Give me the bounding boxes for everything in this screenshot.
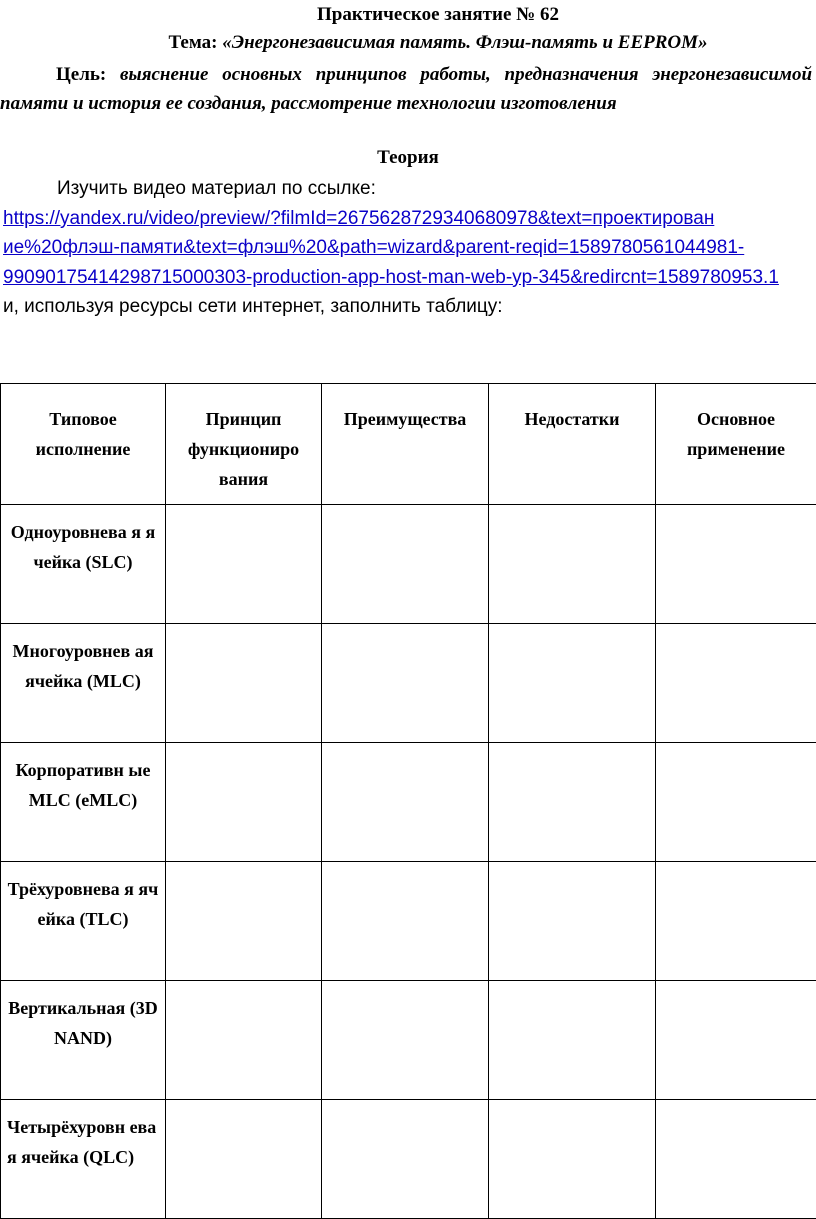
video-link[interactable]: https://yandex.ru/video/preview/?filmId=267562872934068097​8&text=проектирован​ие%20флэш-памяти&text=флэш%20&path=wizard&parent-​reqid=1589780561044981-990901754142987150003​03-production-app-host-man-​web-yp-345&redircnt=1589780953.1 (3, 208, 779, 288)
cell-disadvantages[interactable] (489, 743, 656, 862)
header-type: Типовое исполнение (1, 384, 166, 505)
header-disadvantages: Недостатки (489, 384, 656, 505)
table-row (1, 981, 816, 1100)
cell-principle[interactable] (166, 981, 322, 1100)
cell-advantages[interactable] (322, 624, 489, 743)
cell-principle[interactable] (166, 505, 322, 624)
row-label-emlc: Корпоративн ые MLC (eMLC) (1, 743, 166, 862)
cell-advantages[interactable] (322, 862, 489, 981)
cell-advantages[interactable] (322, 743, 489, 862)
cell-application[interactable] (656, 981, 816, 1100)
row-label-slc: Одноуровнева я ячейка (SLC) (1, 505, 166, 624)
cell-application[interactable] (656, 505, 816, 624)
cell-principle[interactable] (166, 862, 322, 981)
cell-application[interactable] (656, 624, 816, 743)
cell-disadvantages[interactable] (489, 505, 656, 624)
table-header-row (1, 384, 816, 505)
cell-disadvantages[interactable] (489, 981, 656, 1100)
topic-line (0, 30, 816, 56)
cell-disadvantages[interactable] (489, 1100, 656, 1219)
cell-advantages[interactable] (322, 1100, 489, 1219)
row-label-mlc: Многоуровнев ая ячейка (MLC) (1, 624, 166, 743)
cell-application[interactable] (656, 743, 816, 862)
row-label-3d-nand: Вертикальная (3D NAND) (1, 981, 166, 1100)
header-advantages: Преимущества (322, 384, 489, 505)
after-link-text: и, используя ресурсы сети интернет, заполнить таблицу: (3, 296, 503, 317)
cell-disadvantages[interactable] (489, 862, 656, 981)
link-paragraph (3, 204, 793, 321)
table-row (1, 743, 816, 862)
theory-heading: Теория (0, 145, 816, 171)
cell-application[interactable] (656, 862, 816, 981)
header-principle: Принцип функциониро вания (166, 384, 322, 505)
table-row (1, 1100, 816, 1219)
cell-disadvantages[interactable] (489, 624, 656, 743)
cell-advantages[interactable] (322, 505, 489, 624)
goal-text: выяснение основных принципов работы, предназначения энергонезависимой памяти и история ее создания, рассмотрение технологии изготовления (0, 64, 812, 114)
topic-label: Тема: (168, 32, 217, 53)
row-label-tlc: Трёхуровнева я ячейка (TLC) (1, 862, 166, 981)
cell-principle[interactable] (166, 624, 322, 743)
table-row (1, 862, 816, 981)
table-row (1, 624, 816, 743)
cell-principle[interactable] (166, 1100, 322, 1219)
cell-principle[interactable] (166, 743, 322, 862)
goal-paragraph (0, 60, 812, 118)
row-label-qlc: Четырёхуровн евая ячейка (QLC) (1, 1100, 166, 1219)
fill-in-table (0, 383, 816, 1219)
cell-application[interactable] (656, 1100, 816, 1219)
page-title: Практическое занятие № 62 (0, 2, 816, 28)
header-application: Основное применение (656, 384, 816, 505)
topic-value: «Энергонезависимая память. Флэш-память и EEPROM» (222, 32, 707, 53)
cell-advantages[interactable] (322, 981, 489, 1100)
intro-text: Изучить видео материал по ссылке: (57, 176, 376, 202)
table-row (1, 505, 816, 624)
goal-label: Цель: (56, 64, 106, 85)
